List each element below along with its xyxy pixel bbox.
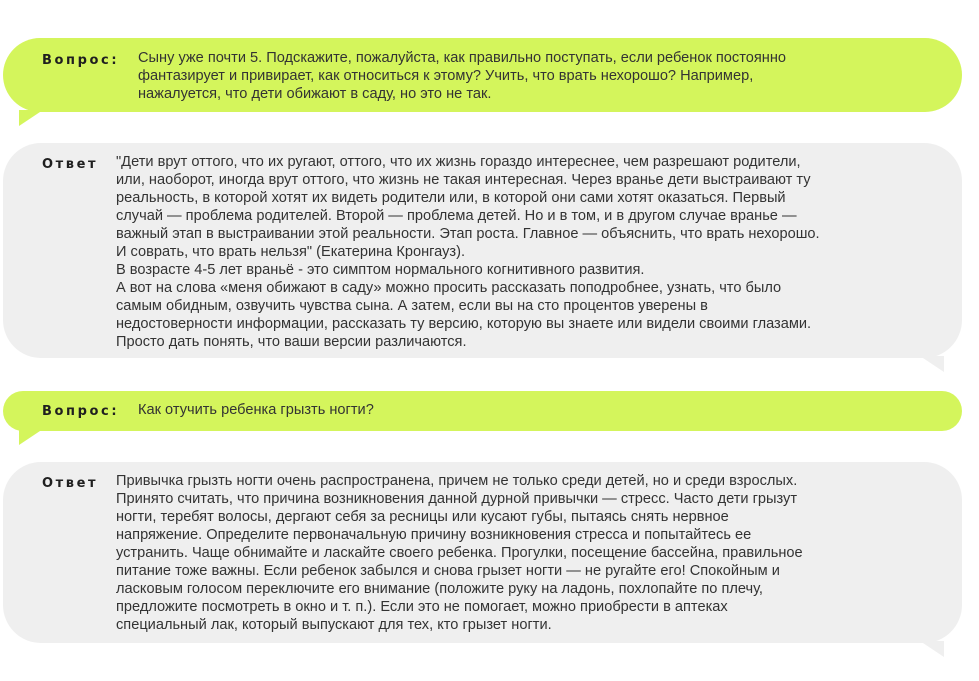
question-label: Вопрос: [42, 404, 120, 419]
answer-label: Ответ [42, 476, 99, 491]
question-text: Сыну уже почти 5. Подскажите, пожалуйста, как правильно поступать, если ребенок постоянно фантазирует и привирает, как относиться к этому? Учить, что врать нехорошо? Например, нажалуется, что дети обижают в саду, но это не так. [138, 50, 786, 102]
answer-bubble-1 [3, 143, 962, 358]
bubble-tail [19, 429, 43, 445]
question-text: Как отучить ребенка грызть ногти? [138, 402, 374, 418]
question-label: Вопрос: [42, 53, 120, 68]
answer-text: Привычка грызть ногти очень распространена, причем не только среди детей, но и среди взрослых. Принято считать, что причина возникновения данной дурной привычки — стресс. Часто дети грызут ногти, теребят волосы, дергают себя за ресницы или кусают губы, пытаясь снять нервное напряжение. Определите первоначальную причину возникновения стресса и попытайтесь ее устранить. Чаще обнимайте и ласкайте своего ребенка. Прогулки, посещение бассейна, правильное питание тоже важны. Если ребенок забылся и снова грызет ногти — не ругайте его! Спокойным и ласковым голосом переключите его внимание (положите руку на ладонь, похлопайте по плечу, предложите посмотреть в окно и т. п.). Если это не помогает, можно приобрести в аптеках специальный лак, который выпускают для тех, кто грызет ногти. [116, 473, 803, 633]
bubble-tail [920, 641, 944, 657]
bubble-tail [19, 110, 43, 126]
bubble-tail [920, 356, 944, 372]
answer-bubble-2 [3, 462, 962, 643]
question-bubble-2 [3, 391, 962, 431]
answer-label: Ответ [42, 157, 99, 172]
answer-text: "Дети врут оттого, что их ругают, оттого, что их жизнь гораздо интереснее, чем разрешают родители, или, наоборот, иногда врут оттого, что жизнь не такая интересная. Через вранье дети выстраивают ту реальность, в которой хотят их видеть родители или, в которой они сами хотят оказаться. Первый случай — проблема родителей. Второй — проблема детей. Но и в том, и в другом случае вранье — важный этап в выстраивании этой реальности. Этап роста. Главное — объяснить, что врать нехорошо. И соврать, что врать нельзя" (Екатерина Кронгауз). В возрасте 4-5 лет враньё - это симптом нормального когнитивного развития. А вот на слова «меня обижают в саду» можно просить рассказать поподробнее, узнать, что было самым обидным, озвучить чувства сына. А затем, если вы на сто процентов уверены в недостоверности информации, рассказать ту версию, которую вы знаете или видели своими глазами. Просто дать понять, что ваши версии различаются. [116, 154, 820, 350]
question-bubble-1 [3, 38, 962, 112]
